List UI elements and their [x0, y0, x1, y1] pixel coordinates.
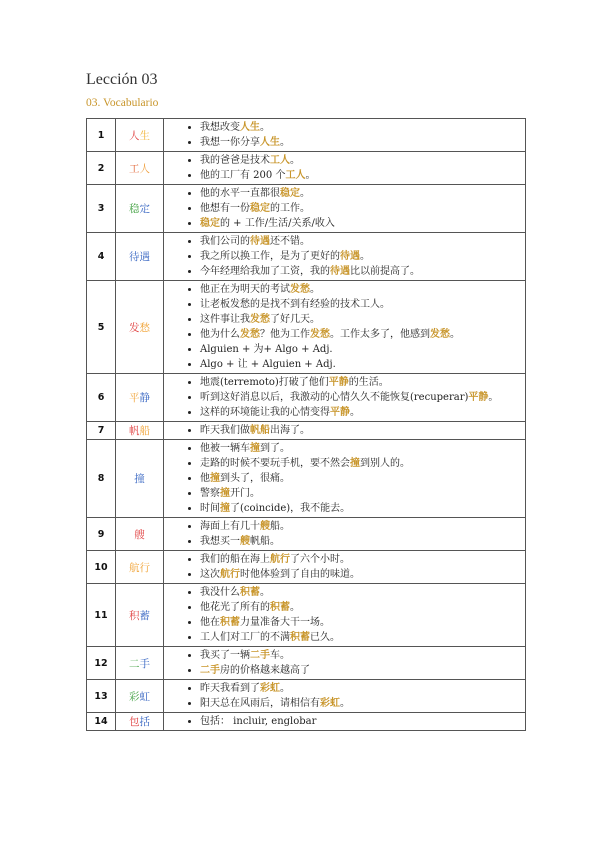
vocab-row: [87, 119, 526, 152]
vocabulary-table-body: [87, 119, 526, 731]
example-sentence: [200, 186, 523, 201]
sentence-text: 走路的时候不要玩手机，要不然会: [200, 458, 350, 469]
example-sentence: [200, 168, 523, 183]
vocab-word: [116, 518, 164, 551]
example-sentence: [200, 297, 523, 312]
word-character: 蓄: [139, 609, 150, 622]
sentence-text: 的生活。: [348, 377, 389, 388]
vocab-highlight: 积蓄: [240, 587, 260, 598]
sentence-text: 到别人的。: [360, 458, 410, 469]
vocab-word: [116, 119, 164, 152]
word-character: 彩: [129, 690, 140, 703]
example-sentence: [200, 357, 523, 372]
vocab-highlight: 平静: [330, 407, 350, 418]
example-sentence: [200, 201, 523, 216]
sentence-text: 。: [360, 251, 370, 262]
vocab-highlight: 稳定: [250, 203, 270, 214]
word-character: 手: [139, 657, 150, 670]
vocab-row: [87, 152, 526, 185]
vocab-highlight: 待遇: [330, 266, 350, 277]
vocab-row: [87, 185, 526, 233]
examples-list: [184, 441, 523, 516]
examples-cell: [164, 680, 526, 713]
row-number: 11: [87, 584, 116, 647]
vocab-highlight: 彩虹: [320, 698, 340, 709]
examples-cell: [164, 422, 526, 440]
example-sentence: [200, 534, 523, 549]
word-character: 稳: [129, 203, 140, 215]
row-number: 14: [87, 713, 116, 731]
example-sentence: [200, 519, 523, 534]
sentence-text: 他的水平一直都很: [200, 188, 280, 199]
sentence-text: 工人们对工厂的不满: [200, 632, 290, 643]
sentence-text: 。: [310, 284, 320, 295]
word-character: 艘: [134, 528, 145, 541]
vocab-word: [116, 374, 164, 422]
example-sentence: [200, 234, 523, 249]
sentence-text: 他在: [200, 617, 220, 628]
sentence-text: 。工作太多了，他感到: [330, 329, 430, 340]
sentence-text: 他为什么: [200, 329, 240, 340]
example-sentence: [200, 663, 523, 678]
sentence-text: ？他为工作: [260, 329, 310, 340]
vocab-highlight: 积蓄: [290, 632, 310, 643]
row-number: 7: [87, 422, 116, 440]
sentence-text: 包括： incluir, englobar: [200, 716, 317, 727]
examples-list: [184, 153, 523, 183]
sentence-text: 这样的环境能让我的心情变得: [200, 407, 330, 418]
word-character: 生: [139, 129, 150, 142]
sentence-text: 他想有一份: [200, 203, 250, 214]
example-sentence: [200, 441, 523, 456]
example-sentence: [200, 390, 523, 405]
row-number: 12: [87, 647, 116, 680]
examples-cell: [164, 551, 526, 584]
word-character: 平: [129, 392, 140, 404]
lesson-title: Lección 03: [86, 71, 158, 88]
sentence-text: 船。: [270, 521, 290, 532]
examples-list: [184, 423, 523, 438]
sentence-text: 我想改变: [200, 122, 240, 133]
sentence-text: 这件事让我: [200, 314, 250, 325]
vocab-highlight: 发愁: [250, 314, 270, 325]
examples-list: [184, 714, 523, 729]
example-sentence: [200, 312, 523, 327]
sentence-text: 他花光了所有的: [200, 602, 270, 613]
word-character: 行: [139, 561, 150, 574]
vocab-highlight: 艘: [240, 536, 250, 547]
word-character: 遇: [139, 251, 150, 263]
row-number: 8: [87, 440, 116, 518]
word-character: 静: [139, 392, 150, 404]
vocab-highlight: 航行: [270, 554, 290, 565]
vocab-highlight: 平静: [328, 377, 349, 388]
sentence-text: 昨天我们做: [200, 425, 250, 436]
word-character: 虹: [139, 690, 150, 703]
sentence-text: 比以前提高了。: [350, 266, 420, 277]
word-character: 愁: [139, 321, 150, 334]
sentence-text: 这次: [200, 569, 220, 580]
vocab-highlight: 人生: [240, 122, 260, 133]
sentence-text: 。: [450, 329, 460, 340]
sentence-text: 他正在为明天的考试: [200, 284, 290, 295]
example-sentence: [200, 600, 523, 615]
vocab-row: [87, 551, 526, 584]
sentence-text: 昨天我看到了: [200, 683, 260, 694]
examples-list: [184, 552, 523, 582]
vocab-highlight: 帆船: [250, 425, 270, 436]
sentence-text: 。: [280, 683, 290, 694]
vocab-highlight: 撞: [220, 488, 230, 499]
sentence-text: 时间: [200, 503, 220, 514]
example-sentence: [200, 630, 523, 645]
vocab-highlight: 平静: [468, 392, 489, 403]
vocab-highlight: 发愁: [430, 329, 450, 340]
example-sentence: [200, 567, 523, 582]
examples-list: [184, 681, 523, 711]
examples-cell: [164, 584, 526, 647]
sentence-text: 房的价格越来越高了: [220, 665, 310, 676]
vocab-highlight: 积蓄: [220, 617, 240, 628]
word-character: 括: [139, 716, 150, 728]
word-character: 帆: [129, 425, 140, 437]
vocab-highlight: 发愁: [240, 329, 260, 340]
sentence-text: 海面上有几十: [200, 521, 260, 532]
sentence-text: 还不错。: [270, 236, 310, 247]
word-character: 撞: [134, 473, 145, 485]
vocab-word: [116, 233, 164, 281]
row-number: 10: [87, 551, 116, 584]
sentence-text: 听到这好消息以后，我激动的心情久久不能恢复(recuperar): [200, 392, 469, 403]
vocab-row: [87, 374, 526, 422]
vocab-word: [116, 680, 164, 713]
word-character: 船: [139, 425, 150, 437]
sentence-text: 我买了一辆: [200, 650, 250, 661]
example-sentence: [200, 249, 523, 264]
vocab-highlight: 积蓄: [270, 602, 290, 613]
sentence-text: 阳天总在风雨后，请相信有: [200, 698, 320, 709]
row-number: 3: [87, 185, 116, 233]
vocab-word: [116, 422, 164, 440]
sentence-text: 我想买一: [200, 536, 240, 547]
example-sentence: [200, 342, 523, 357]
examples-list: [184, 648, 523, 678]
sentence-text: 。: [260, 122, 270, 133]
examples-cell: [164, 440, 526, 518]
examples-list: [184, 585, 523, 645]
vocab-highlight: 撞: [210, 473, 220, 484]
word-character: 航: [129, 561, 140, 574]
examples-cell: [164, 374, 526, 422]
vocab-highlight: 彩虹: [260, 683, 280, 694]
sentence-text: 他被一辆车: [200, 443, 250, 454]
example-sentence: [200, 405, 523, 420]
example-sentence: [200, 153, 523, 168]
example-sentence: [200, 327, 523, 342]
vocab-word: [116, 713, 164, 731]
sentence-text: 。: [290, 602, 300, 613]
sentence-text: 。: [488, 392, 499, 403]
sentence-text: 出海了。: [270, 425, 310, 436]
sentence-text: 。: [350, 407, 360, 418]
vocab-row: [87, 713, 526, 731]
example-sentence: [200, 423, 523, 438]
example-sentence: [200, 375, 523, 390]
sentence-text: 了六个小时。: [290, 554, 350, 565]
sentence-text: 。: [280, 137, 290, 148]
vocab-highlight: 工人: [270, 155, 290, 166]
word-character: 人: [139, 162, 150, 175]
vocab-highlight: 撞: [350, 458, 360, 469]
sentence-text: 。: [260, 587, 270, 598]
examples-cell: [164, 233, 526, 281]
row-number: 4: [87, 233, 116, 281]
sentence-text: 。: [340, 698, 350, 709]
vocab-word: [116, 584, 164, 647]
sentence-text: 开门。: [230, 488, 260, 499]
row-number: 13: [87, 680, 116, 713]
sentence-text: 我没什么: [200, 587, 240, 598]
word-character: 定: [139, 203, 150, 215]
sentence-text: 。: [290, 155, 300, 166]
sentence-text: 了(coincide)，我不能去。: [230, 503, 351, 514]
examples-list: [184, 375, 523, 420]
example-sentence: [200, 120, 523, 135]
sentence-text: 的 + 工作/生活/关系/收入: [220, 218, 335, 229]
examples-cell: [164, 518, 526, 551]
example-sentence: [200, 696, 523, 711]
row-number: 2: [87, 152, 116, 185]
word-character: 待: [129, 251, 140, 263]
examples-cell: [164, 281, 526, 374]
vocab-row: [87, 518, 526, 551]
examples-cell: [164, 647, 526, 680]
vocab-row: [87, 281, 526, 374]
sentence-text: 我的爸爸是技术: [200, 155, 270, 166]
word-character: 人: [129, 129, 140, 142]
word-character: 积: [129, 609, 140, 622]
row-number: 6: [87, 374, 116, 422]
sentence-text: 时他体验到了自由的味道。: [240, 569, 360, 580]
vocab-row: [87, 422, 526, 440]
word-character: 二: [129, 657, 140, 670]
vocab-highlight: 二手: [250, 650, 270, 661]
sentence-text: Alguien + 为+ Algo + Adj.: [200, 344, 333, 355]
row-number: 9: [87, 518, 116, 551]
sentence-text: 帆船。: [250, 536, 280, 547]
sentence-text: 让老板发愁的是找不到有经验的技术工人。: [200, 299, 390, 310]
sentence-text: 警察: [200, 488, 220, 499]
row-number: 5: [87, 281, 116, 374]
sentence-text: 今年经理给我加了工资，我的: [200, 266, 330, 277]
example-sentence: [200, 282, 523, 297]
sentence-text: 到了。: [260, 443, 290, 454]
sentence-text: 我们的船在海上: [200, 554, 270, 565]
vocab-highlight: 二手: [200, 665, 220, 676]
vocab-highlight: 人生: [260, 137, 280, 148]
vocab-highlight: 工人: [285, 170, 306, 181]
vocab-highlight: 待遇: [250, 236, 270, 247]
vocab-highlight: 发愁: [310, 329, 330, 340]
vocab-row: [87, 440, 526, 518]
example-sentence: [200, 648, 523, 663]
vocab-highlight: 撞: [250, 443, 260, 454]
vocab-word: [116, 440, 164, 518]
vocab-row: [87, 647, 526, 680]
vocab-highlight: 航行: [220, 569, 240, 580]
sentence-text: 已久。: [310, 632, 340, 643]
vocab-row: [87, 233, 526, 281]
vocab-word: [116, 152, 164, 185]
word-character: 工: [129, 162, 140, 175]
sentence-text: Algo + 让 + Alguien + Adj.: [200, 359, 336, 370]
sentence-text: 我们公司的: [200, 236, 250, 247]
vocab-highlight: 艘: [260, 521, 270, 532]
sentence-text: 我之所以换工作，是为了更好的: [200, 251, 340, 262]
sentence-text: 我想一你分享: [200, 137, 260, 148]
sentence-text: 他: [200, 473, 210, 484]
example-sentence: [200, 486, 523, 501]
vocab-row: [87, 584, 526, 647]
word-character: 发: [129, 321, 140, 334]
vocab-word: [116, 185, 164, 233]
example-sentence: [200, 456, 523, 471]
vocabulary-table: [86, 118, 526, 731]
example-sentence: [200, 471, 523, 486]
examples-cell: [164, 119, 526, 152]
vocab-word: [116, 647, 164, 680]
example-sentence: [200, 264, 523, 279]
examples-list: [184, 186, 523, 231]
example-sentence: [200, 681, 523, 696]
vocab-highlight: 待遇: [340, 251, 360, 262]
vocab-highlight: 稳定: [200, 218, 220, 229]
examples-list: [184, 282, 523, 372]
section-title: 03. Vocabulario: [86, 97, 159, 109]
examples-cell: [164, 713, 526, 731]
sentence-text: 他的工厂有 200 个: [200, 170, 286, 181]
examples-list: [184, 234, 523, 279]
examples-list: [184, 519, 523, 549]
examples-cell: [164, 185, 526, 233]
example-sentence: [200, 714, 523, 729]
sentence-text: 了好几天。: [270, 314, 320, 325]
sentence-text: 到头了，很痛。: [220, 473, 290, 484]
example-sentence: [200, 552, 523, 567]
vocab-word: [116, 281, 164, 374]
example-sentence: [200, 216, 523, 231]
sentence-text: 。: [300, 188, 310, 199]
sentence-text: 车。: [270, 650, 290, 661]
row-number: 1: [87, 119, 116, 152]
example-sentence: [200, 615, 523, 630]
vocab-highlight: 稳定: [280, 188, 300, 199]
sentence-text: 的工作。: [270, 203, 310, 214]
examples-cell: [164, 152, 526, 185]
vocab-row: [87, 680, 526, 713]
examples-list: [184, 120, 523, 150]
example-sentence: [200, 585, 523, 600]
vocab-word: [116, 551, 164, 584]
vocab-highlight: 发愁: [290, 284, 310, 295]
example-sentence: [200, 135, 523, 150]
sentence-text: 力量准备大干一场。: [240, 617, 330, 628]
word-character: 包: [129, 716, 140, 728]
sentence-text: 。: [305, 170, 316, 181]
example-sentence: [200, 501, 523, 516]
vocab-highlight: 撞: [220, 503, 230, 514]
sentence-text: 地震(terremoto)打破了他们: [200, 377, 329, 388]
